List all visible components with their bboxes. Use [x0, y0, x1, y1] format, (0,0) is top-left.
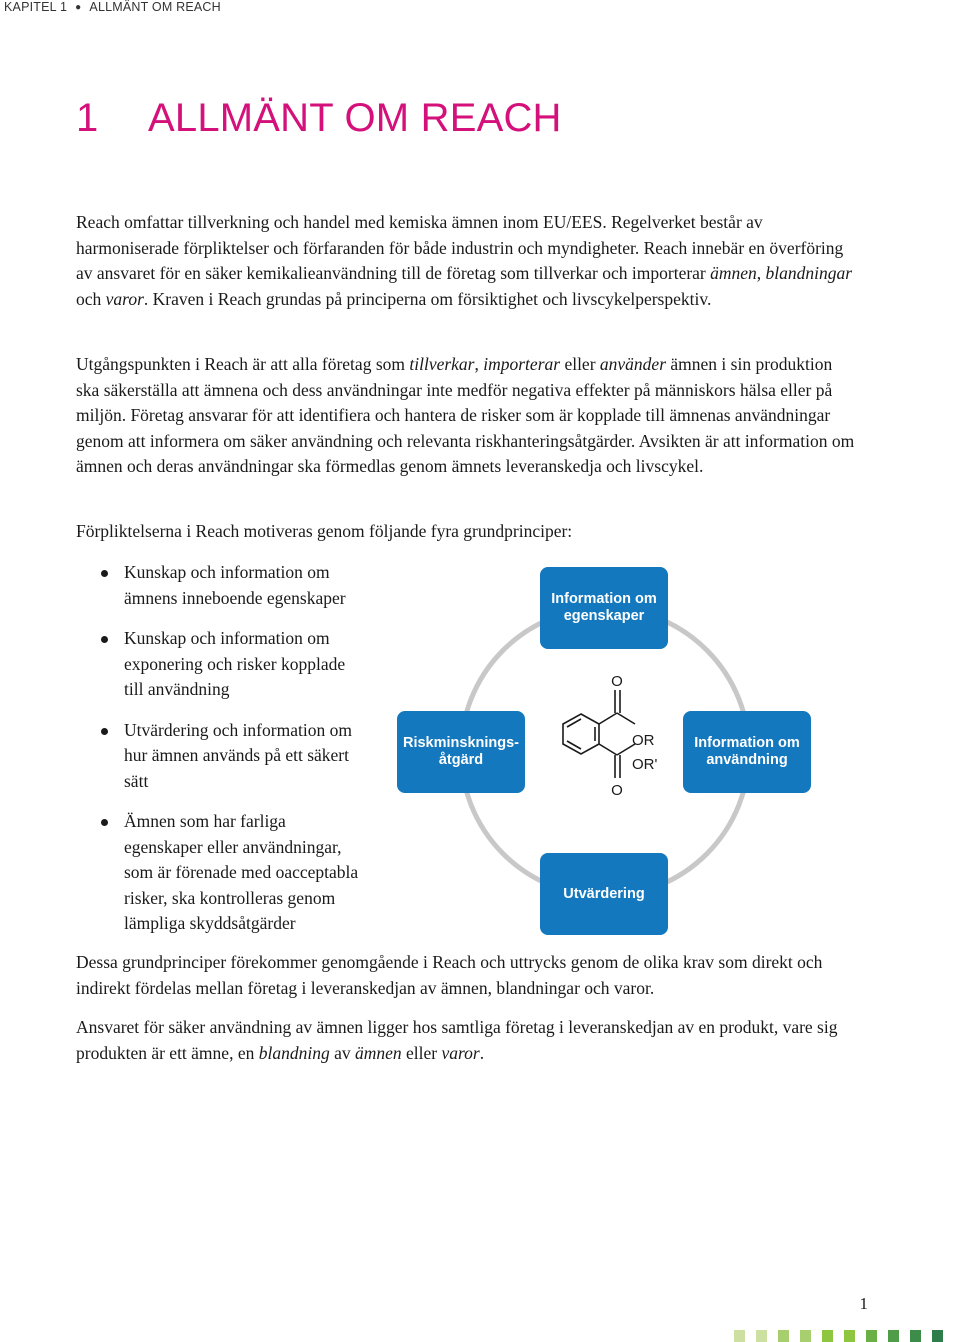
chapter-title-text: ALLMÄNT OM REACH: [148, 96, 562, 140]
list-item: [100, 626, 390, 703]
box-risk-reduction: [397, 711, 525, 793]
text-run: .: [479, 1042, 485, 1063]
box-label: egenskaper: [563, 608, 645, 624]
text-line: risker, ska kontrolleras genom: [124, 887, 336, 908]
text-line: hur ämnen används på ett säkert: [124, 745, 349, 765]
text-run: Reach omfattar tillverkning och handel med kemiska ämnen inom EU/EES. Regelverket består av harmoniserade förpliktelser och förfaranden för både industrin och myndigheter. Reach innebär en överföring av ansvaret för en säker kemikalieanvändning till de företag som tillverkar och importerar: [76, 212, 844, 283]
paragraph-intro: [76, 210, 856, 312]
text-run: och: [76, 288, 106, 309]
footer-color-strip: [734, 1330, 960, 1342]
phthalate-molecule-icon: [563, 690, 635, 778]
text-run: Ansvaret för säker användning av ämnen ligger hos samtliga företag i leveranskedjan av en produkt, vare sig produkten är ett ämne, en: [76, 1017, 838, 1063]
chapter-number: 1: [76, 96, 99, 140]
footer-square: [866, 1330, 877, 1342]
list-item: [100, 809, 390, 937]
footer-square: [800, 1330, 811, 1342]
footer-square: [910, 1330, 921, 1342]
footer-square: [756, 1330, 767, 1342]
text-line: egenskaper eller användningar,: [124, 836, 342, 857]
emphasis: varor: [105, 288, 144, 309]
bullet-separator-icon: ●: [75, 2, 82, 13]
chapter-title: [76, 96, 562, 141]
molecule-o-top: O: [611, 673, 623, 690]
reach-principles-diagram: [392, 562, 822, 942]
box-label: användning: [706, 752, 788, 768]
box-label: Riskminsknings-: [402, 735, 520, 751]
running-head-chapter: KAPITEL 1: [4, 0, 68, 14]
emphasis: tillverkar: [409, 354, 475, 374]
list-item: [100, 718, 390, 795]
text-line: exponering och risker kopplade: [124, 653, 346, 674]
paragraph-starting-point: [76, 352, 856, 480]
running-head-section: ALLMÄNT OM REACH: [89, 0, 221, 14]
box-information-use: [683, 711, 811, 793]
emphasis: importerar: [483, 354, 561, 374]
text-line: sätt: [124, 770, 149, 791]
text-run: ,: [474, 354, 484, 374]
text-run: av: [329, 1042, 355, 1063]
box-evaluation: [540, 853, 668, 935]
text-run: . Kraven i Reach grundas på principerna om försiktighet och livscykelperspektiv.: [143, 288, 712, 309]
text-run: Utgångspunkten i Reach är att alla företag som: [76, 354, 410, 374]
box-label: Utvärdering: [563, 885, 645, 902]
footer-square: [822, 1330, 833, 1342]
paragraph-responsibility: [76, 1015, 856, 1066]
emphasis: använder: [599, 354, 667, 374]
text-run: eller: [560, 354, 600, 374]
emphasis: varor: [441, 1042, 480, 1063]
molecule-o-bottom: O: [611, 782, 623, 799]
box-label: Information om: [694, 735, 800, 751]
text-line: Kunskap och information om: [124, 562, 330, 582]
box-label: Information om: [551, 591, 657, 607]
emphasis: blandningar: [765, 263, 853, 283]
box-information-properties: [540, 567, 668, 649]
text-line: Kunskap och information om: [124, 628, 330, 648]
molecule-or-1: OR: [632, 732, 655, 749]
footer-square: [888, 1330, 899, 1342]
molecule-or-2: OR': [632, 756, 658, 773]
paragraph-principles-intro: Förpliktelserna i Reach motiveras genom följande fyra grundprinciper:: [76, 521, 573, 541]
text-line: som är förenade med oacceptabla: [124, 862, 359, 882]
text-line: Ämnen som har farliga: [124, 811, 286, 831]
emphasis: ämnen: [354, 1042, 402, 1063]
footer-square: [734, 1330, 745, 1342]
text-run: ämnen i sin produktion ska säkerställa att ämnena och dess användningar inte medför negativa effekter på människors hälsa eller på miljön. Företag ansvarar för att identifiera och hantera de risker som är kopplade till ämnenas användningar genom att informera om säker användning och relevanta riskhanteringsåtgärder. Avsikten är att information om ämnen och deras användningar ska förmedlas genom ämnets leveranskedja och livscykel.: [76, 354, 855, 476]
box-label: åtgärd: [438, 752, 484, 768]
text-run: ,: [756, 263, 766, 283]
footer-square: [778, 1330, 789, 1342]
footer-square: [932, 1330, 943, 1342]
page-number: 1: [859, 1294, 868, 1313]
emphasis: ämnen: [710, 263, 757, 283]
paragraph-principles-summary: Dessa grundprinciper förekommer genomgående i Reach och uttrycks genom de olika krav som direkt och indirekt fördelas mellan företag i leveranskedjan av ämnen, blandningar och varor.: [76, 952, 823, 998]
text-line: Utvärdering och information om: [124, 719, 352, 740]
list-item: [100, 560, 390, 611]
text-run: eller: [401, 1042, 442, 1063]
running-head: [4, 0, 221, 14]
emphasis: blandning: [258, 1042, 330, 1063]
footer-square: [844, 1330, 855, 1342]
text-line: ämnens inneboende egenskaper: [124, 587, 346, 608]
text-line: lämpliga skyddsåtgärder: [124, 913, 296, 933]
principles-list: [100, 560, 390, 937]
text-line: till användning: [124, 679, 230, 699]
